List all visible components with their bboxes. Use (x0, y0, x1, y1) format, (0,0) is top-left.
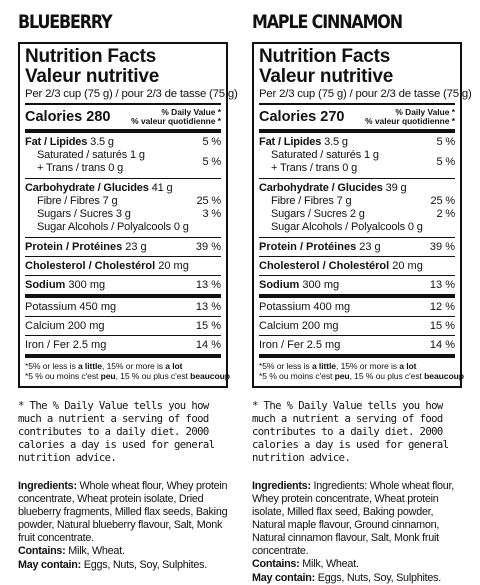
may-contain: May contain: Eggs, Nuts, Soy, Sulphites. (18, 559, 208, 571)
carb-row: Carbohydrate / Glucides 41 g (25, 182, 173, 194)
sat-trans-dv: 5 % (202, 155, 221, 168)
calcium-dv: 15 % (429, 320, 455, 332)
iron-dv: 14 % (195, 339, 221, 351)
potassium-dv: 13 % (195, 301, 221, 313)
calories: Calories 280 (25, 109, 111, 125)
daily-value-header-en: % Daily Value * (395, 107, 455, 117)
iron-dv: 14 % (429, 339, 455, 351)
footnote: *5% or less is a little, 15% or more is a lot *5 % ou moins c'est peu, 15 % ou plus c'est beaucoup (259, 361, 464, 381)
sugar-alcohols-row: Sugar Alcohols / Polyalcools 0 g (271, 221, 423, 233)
serving-size: Per 2/3 cup (75 g) / pour 2/3 de tasse (75 g) (25, 88, 238, 100)
fat-row: Fat / Lipides 3.5 g (25, 136, 114, 148)
ingredients-block (18, 480, 228, 572)
sugars-row: Sugars / Sucres 2 g (271, 208, 365, 220)
footnote: *5% or less is a little, 15% or more is a lot *5 % ou moins c'est peu, 15 % ou plus c'est beaucoup (25, 361, 230, 381)
sodium-row: Sodium 300 mg (259, 279, 340, 291)
daily-value-note: * The % Daily Value tells you how much a nutrient a serving of food contributes to a daily diet. 2000 calories a day is used for general nutrition advice. (252, 400, 449, 464)
potassium-dv: 12 % (429, 301, 455, 313)
sugars-row: Sugars / Sucres 3 g (37, 208, 131, 220)
sugars-dv: 2 % (436, 208, 455, 220)
calcium-row: Calcium 200 mg (25, 320, 105, 332)
carb-row: Carbohydrate / Glucides 39 g (259, 182, 407, 194)
calcium-row: Calcium 200 mg (259, 320, 339, 332)
daily-value-header-fr: % valeur quotidienne * (131, 116, 221, 126)
fat-row: Fat / Lipides 3.5 g (259, 136, 348, 148)
product-column (18, 0, 238, 572)
potassium-row: Potassium 450 mg (25, 301, 117, 313)
fibre-row: Fibre / Fibres 7 g (37, 195, 118, 207)
iron-row: Iron / Fer 2.5 mg (25, 339, 107, 351)
contains: Contains: Milk, Wheat. (18, 545, 125, 557)
daily-value-note: * The % Daily Value tells you how much a nutrient a serving of food contributes to a daily diet. 2000 calories a day is used for general nutrition advice. (18, 400, 215, 464)
flavor-title: BLUEBERRY (18, 12, 112, 33)
serving-size: Per 2/3 cup (75 g) / pour 2/3 de tasse (75 g) (259, 88, 472, 100)
nutrition-facts-panel (18, 42, 238, 388)
valeur-nutritive-title: Valeur nutritive (25, 66, 160, 87)
nutrition-facts-panel (252, 42, 472, 388)
potassium-row: Potassium 400 mg (259, 301, 351, 313)
flavor-title: MAPLE CINNAMON (252, 12, 402, 33)
daily-value-header-en: % Daily Value * (161, 107, 221, 117)
protein-row: Protein / Protéines 23 g (25, 241, 147, 253)
calcium-dv: 15 % (195, 320, 221, 332)
iron-row: Iron / Fer 2.5 mg (259, 339, 341, 351)
ingredients: Ingredients: Ingredients: Whole wheat flour, Whey protein concentrate, Wheat protein isolate, Milled flax seed, Baking powder, Natural maple flavour, Ground cinnamon, Natural cinnamon flavour, Salt, Monk fruit concentrate. (252, 480, 455, 557)
daily-value-header-fr: % valeur quotidienne * (365, 116, 455, 126)
product-column (252, 0, 472, 585)
protein-dv: 39 % (429, 241, 455, 253)
protein-dv: 39 % (195, 241, 221, 253)
sat-trans-rows: Saturated / saturés 1 g + Trans / trans 0 g (271, 149, 379, 174)
sodium-dv: 13 % (195, 279, 221, 291)
fat-dv: 5 % (202, 136, 221, 148)
sat-trans-dv: 5 % (436, 155, 455, 168)
calories: Calories 270 (259, 109, 345, 125)
fibre-dv: 25 % (196, 195, 221, 207)
nutrition-facts-title: Nutrition Facts (25, 46, 157, 67)
ingredients-block (252, 480, 462, 585)
sugar-alcohols-row: Sugar Alcohols / Polyalcools 0 g (37, 221, 189, 233)
may-contain: May contain: Eggs, Nuts, Soy, Sulphites. (252, 572, 442, 584)
sugars-dv: 3 % (202, 208, 221, 220)
cholesterol-row: Cholesterol / Cholestérol 20 mg (25, 260, 189, 272)
nutrition-facts-title: Nutrition Facts (259, 46, 391, 67)
protein-row: Protein / Protéines 23 g (259, 241, 381, 253)
valeur-nutritive-title: Valeur nutritive (259, 66, 394, 87)
sat-trans-rows: Saturated / saturés 1 g + Trans / trans 0 g (37, 149, 145, 174)
fibre-dv: 25 % (430, 195, 455, 207)
sodium-row: Sodium 300 mg (25, 279, 106, 291)
contains: Contains: Milk, Wheat. (252, 558, 359, 570)
fat-dv: 5 % (436, 136, 455, 148)
cholesterol-row: Cholesterol / Cholestérol 20 mg (259, 260, 423, 272)
sodium-dv: 13 % (429, 279, 455, 291)
fibre-row: Fibre / Fibres 7 g (271, 195, 352, 207)
ingredients: Ingredients: Whole wheat flour, Whey protein concentrate, Wheat protein isolate, Dried blueberry fragments, Milled flax seeds, Baking powder, Natural blueberry flavour, Salt, Monk fruit concentrate. (18, 480, 228, 544)
